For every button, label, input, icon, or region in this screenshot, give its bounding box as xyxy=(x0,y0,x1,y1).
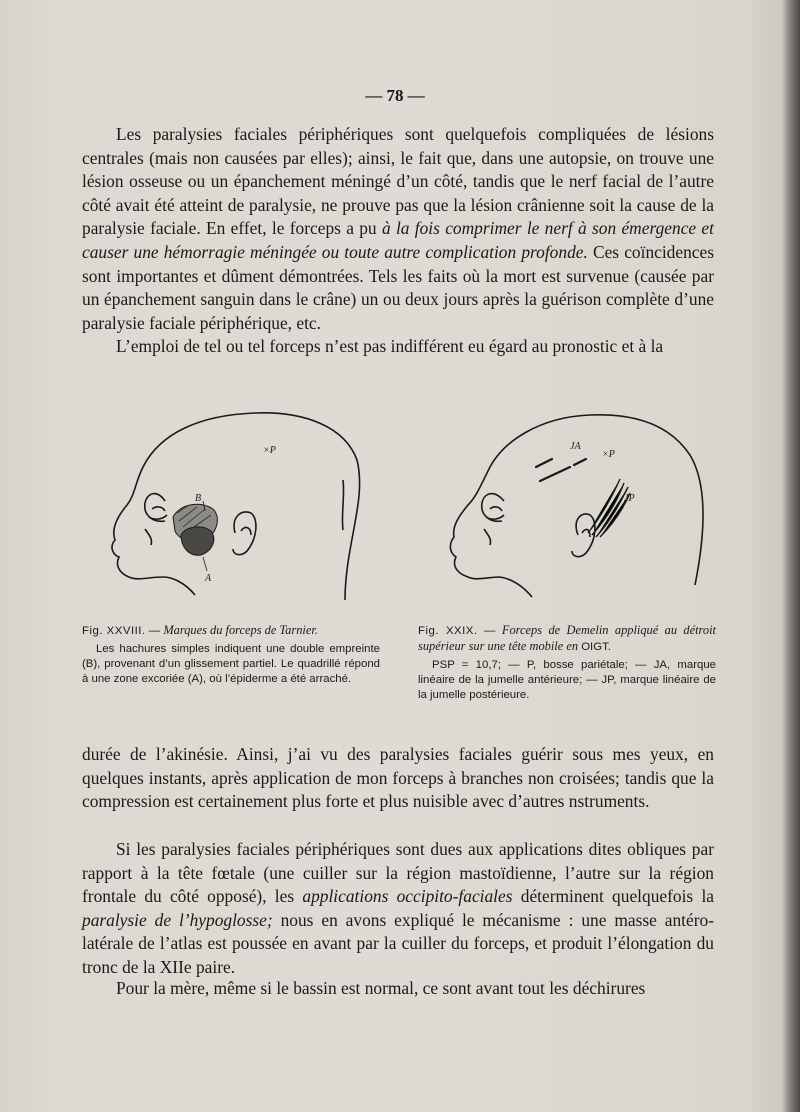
paragraph-1 xyxy=(82,123,714,335)
book-binding-edge xyxy=(782,0,800,1112)
label-p-28: ×P xyxy=(263,445,276,456)
head-outline xyxy=(112,413,360,600)
figure-28-number: Fig. XXVIII. xyxy=(82,625,146,637)
figure-28-caption xyxy=(82,623,380,687)
text-run: nous en avons expliqué le mécanisme : une masse antéro-latérale de l’atlas est poussée en avant par la cuiller du forceps, et produit l’élongation du tronc de la XIIe paire. xyxy=(82,909,714,977)
paragraph-2 xyxy=(82,335,714,359)
text-run: à la fois comprimer le nerf à son émergence et causer une hémorragie méningée ou toute autre complication profonde. xyxy=(82,218,714,262)
text-run: Pour la mère, même si le bassin est normal, ce sont avant tout les déchirures xyxy=(116,978,646,998)
figure-29-title: Forceps de Demelin appliqué au détroit supérieur sur une tête mobile en xyxy=(418,623,717,653)
text-run: Les paralysies faciales périphériques sont quelquefois compliquées de lésions centrales (mais non causées par elles); ainsi, le fait que, dans une autopsie, on trouve une lésion osseuse ou un épanchement méningé d’un côté, tandis que le nerf facial de l’autre côté avait été atteint de paralysie, ne prouve pas que la lésion crânienne soit la cause de la paralysie faciale. En effet, le forceps a pu xyxy=(82,124,714,239)
label-a: A xyxy=(205,573,212,584)
figure-28-title: Marques du forceps de Tarnier. xyxy=(163,623,318,637)
text-run: durée de l’akinésie. Ainsi, j’ai vu des paralysies faciales guérir sous mes yeux, en quelques instants, après application de mon forceps à branches non croisées; tandis que la compression est certainement plus forte et plus nuisible avec d’autres nstruments. xyxy=(82,744,714,812)
label-jp: JP xyxy=(624,493,635,504)
text-run: Ces coïncidences sont importantes et dûment démontrées. Tels les faits où la mort est survenue (causée par un épanchement sanguin dans le crâne) un ou deux jours après la guérison complète d’une paralysie faciale périphérique, etc. xyxy=(82,241,715,333)
paragraph-5 xyxy=(82,977,714,1001)
label-p-29: ×P xyxy=(602,449,615,460)
paragraph-3 xyxy=(82,743,714,814)
figure-29-title-tail: OIGT. xyxy=(581,641,611,653)
figure-29-number: Fig. XXIX. xyxy=(418,625,478,637)
figure-28-description: Les hachures simples indiquent une double empreinte (B), provenant d’un glissement partiel. Le quadrillé répond à une zone excoriée (A), où l’épiderme a été arraché. xyxy=(82,643,380,685)
forceps-mark-a xyxy=(181,527,214,555)
text-run: applications occipito-faciales xyxy=(302,886,513,907)
text-run: déterminent quelquefois la xyxy=(512,886,714,907)
label-ja: JA xyxy=(570,441,581,452)
figure-28-caption-head: Fig. XXVIII. — Marques du forceps de Tarnier. xyxy=(82,623,318,637)
label-b: B xyxy=(195,493,202,504)
figure-29-caption xyxy=(418,623,716,703)
page-number: — 78 — xyxy=(365,86,425,105)
text-run: paralysie de l’hypoglosse; xyxy=(82,909,273,930)
text-run: Si les paralysies faciales périphériques sont dues aux applications dites obliques par rapport à la tête fœtale (une cuiller sur la région mastoïdienne, l’autre sur la région frontale du côté opposé), les xyxy=(82,839,714,907)
figure-29-illustration xyxy=(440,405,715,610)
figure-28-illustration xyxy=(105,405,375,610)
text-run: L’emploi de tel ou tel forceps n’est pas indifférent eu égard au pronostic et à la xyxy=(116,336,664,356)
figure-29-caption-head: Fig. XXIX. — Forceps de Demelin appliqué au détroit supérieur sur une tête mobile en OIGT. xyxy=(418,623,717,653)
paragraph-4 xyxy=(82,838,714,980)
figure-29-description: PSP = 10,7; — P, bosse pariétale; — JA, marque linéaire de la jumelle antérieure; — JP, marque linéaire de la jumelle postérieure. xyxy=(418,659,716,701)
